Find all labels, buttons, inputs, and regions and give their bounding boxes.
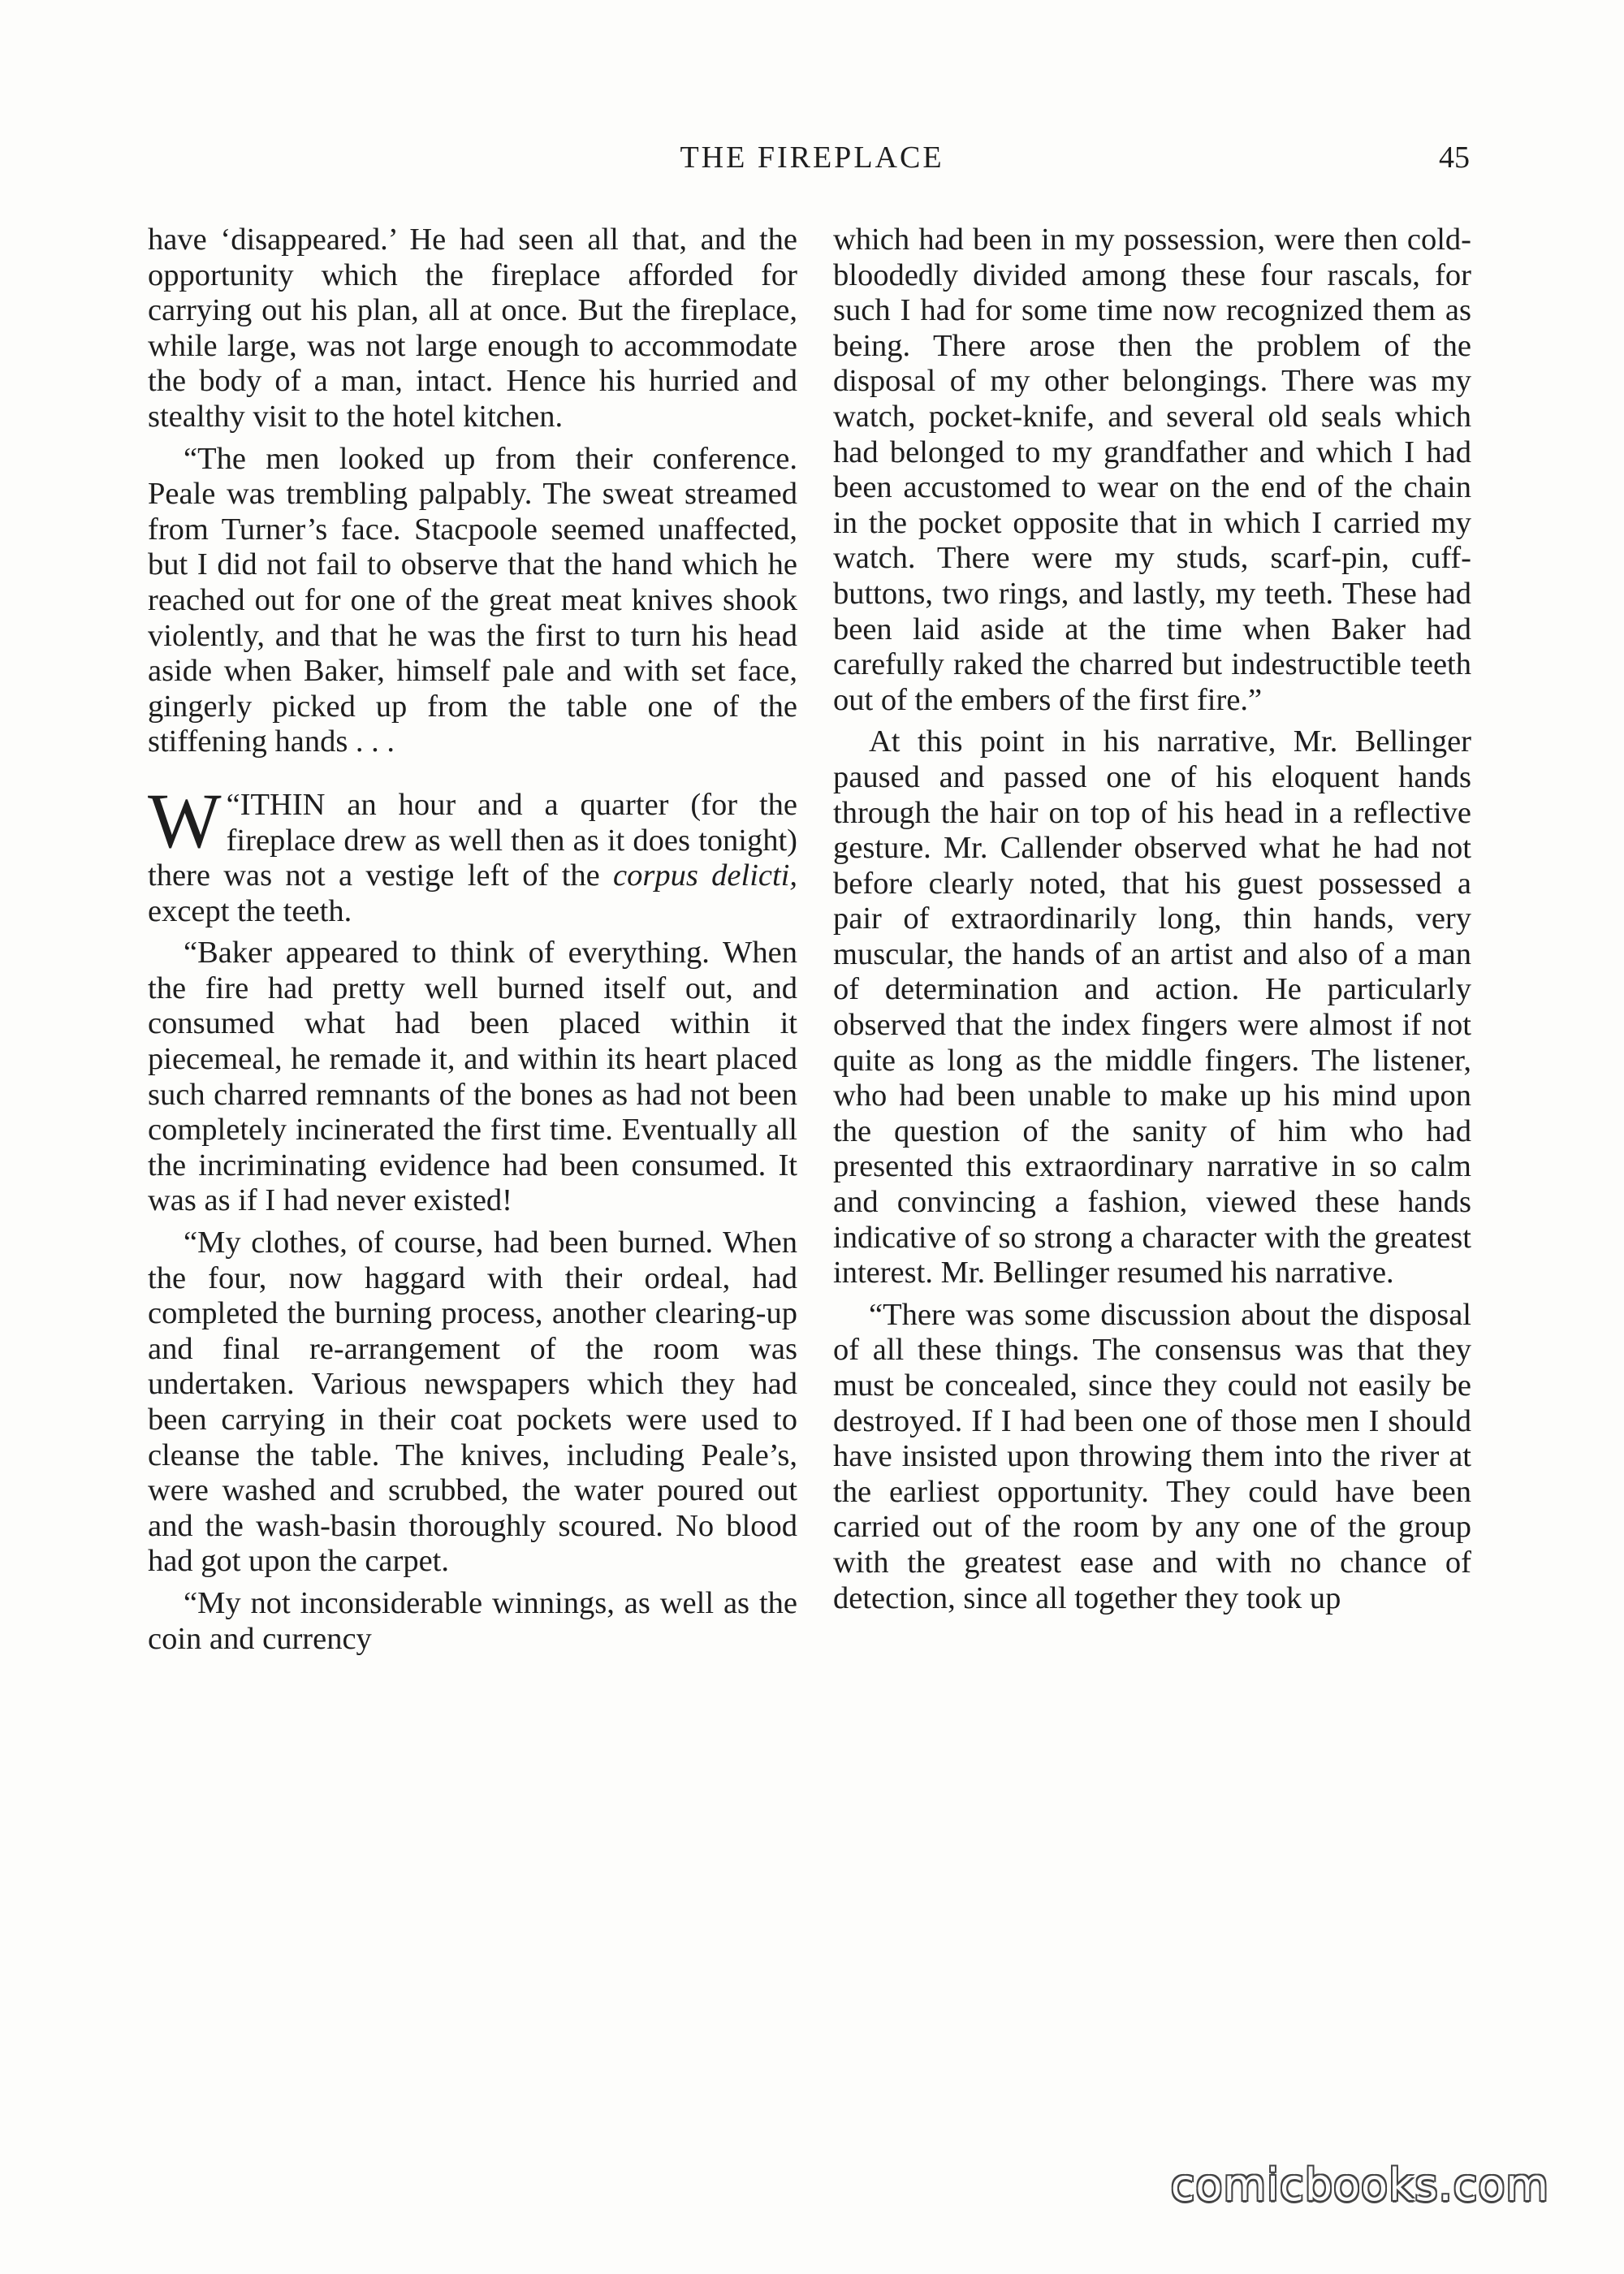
watermark: comicbooks.com (1170, 2159, 1549, 2211)
paragraph: “My clothes, of course, had been burned. When the four, now haggard with their ordeal, had completed the burning process, another clearing-up and final re-arrangement of the room was undertaken. Various newspapers which they had been carrying in their coat pockets were used to cleanse the table. The knives, including Peale’s, were washed and scrubbed, the water poured out and the wash-basin thoroughly scoured. No blood had got upon the carpet. (148, 1226, 797, 1579)
paragraph: At this point in his narrative, Mr. Bellinger paused and passed one of his eloquent hands through the hair on top of his head in a reflective gesture. Mr. Callender observed what he had not before clearly noted, that his guest possessed a pair of extraordinarily long, thin hands, very muscular, the hands of an artist and also of a man of determination and action. He particularly observed that the index fingers were almost if not quite as long as the middle fingers. The listener, who had been unable to make up his mind upon the question of the sanity of him who had presented this extraordinary narrative in so calm and convincing a fashion, viewed these hands indicative of so strong a character with the greatest interest. Mr. Bellinger resumed his narrative. (833, 724, 1471, 1290)
running-title: THE FIREPLACE (680, 141, 944, 175)
paragraph: which had been in my possession, were then cold-bloodedly divided among these four rascals, for such I had for some time now recognized them as being. There arose then the problem of the disposal of my other belongings. There was my watch, pocket-knife, and several old seals which had belonged to my grandfather and which I had been accustomed to wear on the end of the chain in the pocket opposite that in which I carried my watch. There were my studs, scarf-pin, cuff-buttons, two rings, and lastly, my teeth. These had been laid aside at the time when Baker had carefully raked the charred but indestructible teeth out of the embers of the first fire.” (833, 223, 1471, 717)
italic-phrase: corpus delicti, (613, 858, 797, 893)
paragraph: “My not inconsiderable winnings, as well as the coin and currency (148, 1585, 797, 1656)
left-column (148, 223, 797, 1657)
paragraph: “The men looked up from their conference. Peale was trembling palpably. The sweat streamed from Turner’s face. Stacpoole seemed unaffected, but I did not fail to observe that the hand which he reached out for one of the great meat knives shook violently, and that he was the first to turn his head aside when Baker, himself pale and with set face, gingerly picked up from the table one of the stiffening hands . . . (148, 441, 797, 759)
paragraph: have ‘disappeared.’ He had seen all that, and the opportunity which the fireplace afforded for carrying out his plan, all at once. But the fireplace, while large, was not large enough to accommodate the body of a man, intact. Hence his hurried and stealthy visit to the hotel kitchen. (148, 223, 797, 434)
paragraph: “Baker appeared to think of everything. When the fire had pretty well burned itself out, and consumed what had been placed within it piecemeal, he remade it, and within its heart placed such charred remnants of the bones as had not been completely incinerated the first time. Eventually all the incriminating evidence had been consumed. It was as if I had never existed! (148, 936, 797, 1218)
running-head (0, 140, 1624, 180)
right-column (833, 223, 1471, 1616)
paragraph-text: ITHIN an hour and a quarter (for the fireplace drew as well then as it does tonight) there was not a vestige left of the (148, 787, 797, 893)
drop-cap: W (148, 776, 222, 864)
paragraph-text: except the teeth. (148, 893, 352, 928)
page-number: 45 (1439, 141, 1470, 175)
opening-quote: “ (226, 787, 240, 822)
paragraph: “There was some discussion about the disposal of all these things. The consensus was that they must be concealed, since they could not easily be destroyed. If I had been one of those men I should have insisted upon throwing them into the river at the earliest opportunity. They could have been carried out of the room by any one of the group with the greatest ease and with no chance of detection, since all together they took up (833, 1297, 1471, 1615)
section-opening-paragraph (148, 776, 797, 929)
